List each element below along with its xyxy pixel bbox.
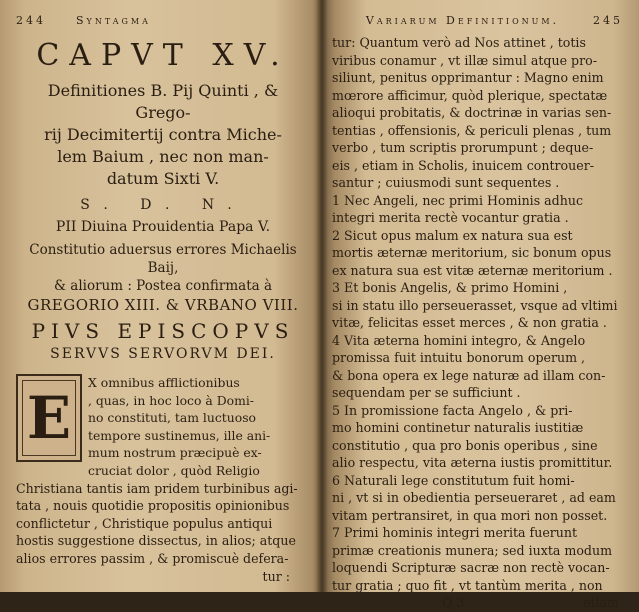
text-line: hostis suggestione dissectus, in alios; atque	[16, 533, 296, 549]
paragraph-continuation	[16, 480, 310, 586]
text-line: 6 Naturali lege constitutum fuit homi-	[332, 472, 575, 488]
sdn-line: S. D. N.	[80, 197, 246, 213]
constitutio-heading	[16, 241, 310, 295]
text-line: 2 Sicut opus malum ex natura sua est	[332, 227, 573, 243]
text-line: mo homini continetur naturalis iustitiæ	[332, 420, 584, 435]
text-line: santur ; cuiusmodi sunt sequentes .	[332, 175, 560, 190]
page-footer	[332, 594, 629, 612]
catchword: etiam	[583, 595, 619, 610]
text-line: alios errores passim , & promiscuè defera-	[16, 550, 289, 566]
left-running-head	[16, 14, 310, 32]
constitutio-line: & aliorum : Postea confirmata à	[53, 278, 273, 294]
initial-text	[82, 374, 310, 480]
constitutio-line: Constitutio aduersus errores Michaelis Baij,	[29, 242, 297, 276]
text-line: constitutio , qua pro bonis operibus , sine	[332, 437, 598, 453]
right-page-number: 245	[593, 14, 623, 27]
book-gutter	[316, 0, 328, 592]
text-line: no constituti, tam luctuoso	[88, 410, 257, 426]
text-line: integri merita rectè vocantur gratia .	[332, 210, 569, 225]
opening-paragraph	[16, 374, 310, 480]
title-line: rij Decimitertij contra Miche-	[44, 125, 282, 144]
confirming-popes: GREGORIO XIII. & VRBANO VIII.	[27, 296, 299, 314]
text-line: mum nostrum præcipuè ex-	[88, 445, 262, 461]
decorated-initial	[16, 374, 82, 462]
text-line: 3 Et bonis Angelis, & primo Homini ,	[332, 280, 568, 295]
text-line: promissa fuit intuitu bonorum operum ,	[332, 350, 586, 365]
right-text-body	[332, 34, 629, 594]
text-line: sequendam per se sufficiunt .	[332, 385, 521, 400]
signature-mark: Q 3	[442, 595, 465, 610]
text-line: 5 In promissione facta Angelo , & pri-	[332, 402, 573, 418]
text-line: 7 Primi hominis integri merita fuerunt	[332, 525, 578, 540]
text-line: tentias , offensionis, & periculi plenas , tum	[332, 122, 612, 138]
text-line: 4 Vita æterna homini integro, & Angelo	[332, 332, 586, 348]
text-line: siliunt, penitus opprimantur : Magno enim	[332, 70, 604, 85]
left-running-title: Syntagma	[76, 14, 151, 27]
servus-servorum: SERVVS SERVORVM DEI.	[50, 346, 276, 362]
right-page	[322, 0, 639, 610]
right-running-title: Variarum Definitionum.	[365, 14, 560, 27]
title-line: datum Sixti V.	[106, 169, 220, 188]
text-line: X omnibus afflictionibus	[88, 375, 240, 390]
text-line: alioqui probitatis, & doctrinæ in varias sen-	[332, 105, 612, 120]
text-line: conflictetur , Christique populus antiqui	[16, 515, 273, 531]
text-line: loquendi Scripturæ sacræ non rectè vocan-	[332, 560, 610, 575]
text-line: verbo , tum scriptis prorumpunt ; deque-	[332, 140, 594, 155]
text-line: tur: Quantum verò ad Nos attinet , totis	[332, 35, 586, 50]
chapter-title	[20, 80, 306, 190]
pius-episcopus: PIVS EPISCOPVS	[31, 319, 295, 343]
left-page-number: 244	[16, 14, 46, 27]
text-line: primæ creationis munera; sed iuxta modum	[332, 542, 613, 558]
text-line: vitam pertransiret, in qua mori non posset.	[332, 507, 608, 523]
text-line: ex natura sua est vitæ æternæ meritorium .	[332, 262, 613, 278]
pope-title: PII Diuina Prouidentia Papa V.	[55, 219, 271, 235]
text-line: vitæ, felicitas esset merces , & non gratia .	[332, 315, 607, 330]
text-line: cruciat dolor , quòd Religio	[88, 462, 260, 478]
initial-letter: E	[26, 384, 72, 452]
text-line: tur gratia ; quo fit , vt tantùm merita , non	[332, 577, 603, 593]
title-line: lem Baium , nec non man-	[57, 147, 269, 166]
text-line: & bona opera ex lege naturæ ad illam con-	[332, 367, 606, 383]
title-line: Definitiones B. Pij Quinti , & Grego-	[47, 81, 279, 122]
text-line: mortis æternæ meritorium, sic bonum opus	[332, 245, 612, 260]
text-line: mœrore afficimur, quòd plerique, spectatæ	[332, 87, 608, 103]
text-line: 1 Nec Angeli, nec primi Hominis adhuc	[332, 192, 584, 208]
right-running-head	[332, 14, 629, 32]
text-line: Christiana tantis iam pridem turbinibus agi-	[16, 480, 298, 496]
text-line: , quas, in hoc loco à Domi-	[88, 392, 254, 408]
chapter-heading: CAPVT XV.	[36, 38, 290, 73]
text-line: tata , nouis quotidie propositis opinionibus	[16, 498, 290, 514]
text-line: tempore sustinemus, ille ani-	[88, 427, 271, 443]
left-page	[0, 0, 322, 592]
text-line: si in statu illo perseuerasset, vsque ad vltimi	[332, 297, 618, 313]
text-line: tur :	[262, 568, 290, 584]
text-line: ni , vt si in obedientia perseueraret , ad eam	[332, 490, 616, 505]
text-line: alio respectu, vita æterna iustis promittitur.	[332, 455, 613, 470]
text-line: eis , etiam in Scholis, inuicem controuer-	[332, 157, 594, 173]
text-line: viribus conamur , vt illæ simul atque pro-	[332, 52, 597, 68]
